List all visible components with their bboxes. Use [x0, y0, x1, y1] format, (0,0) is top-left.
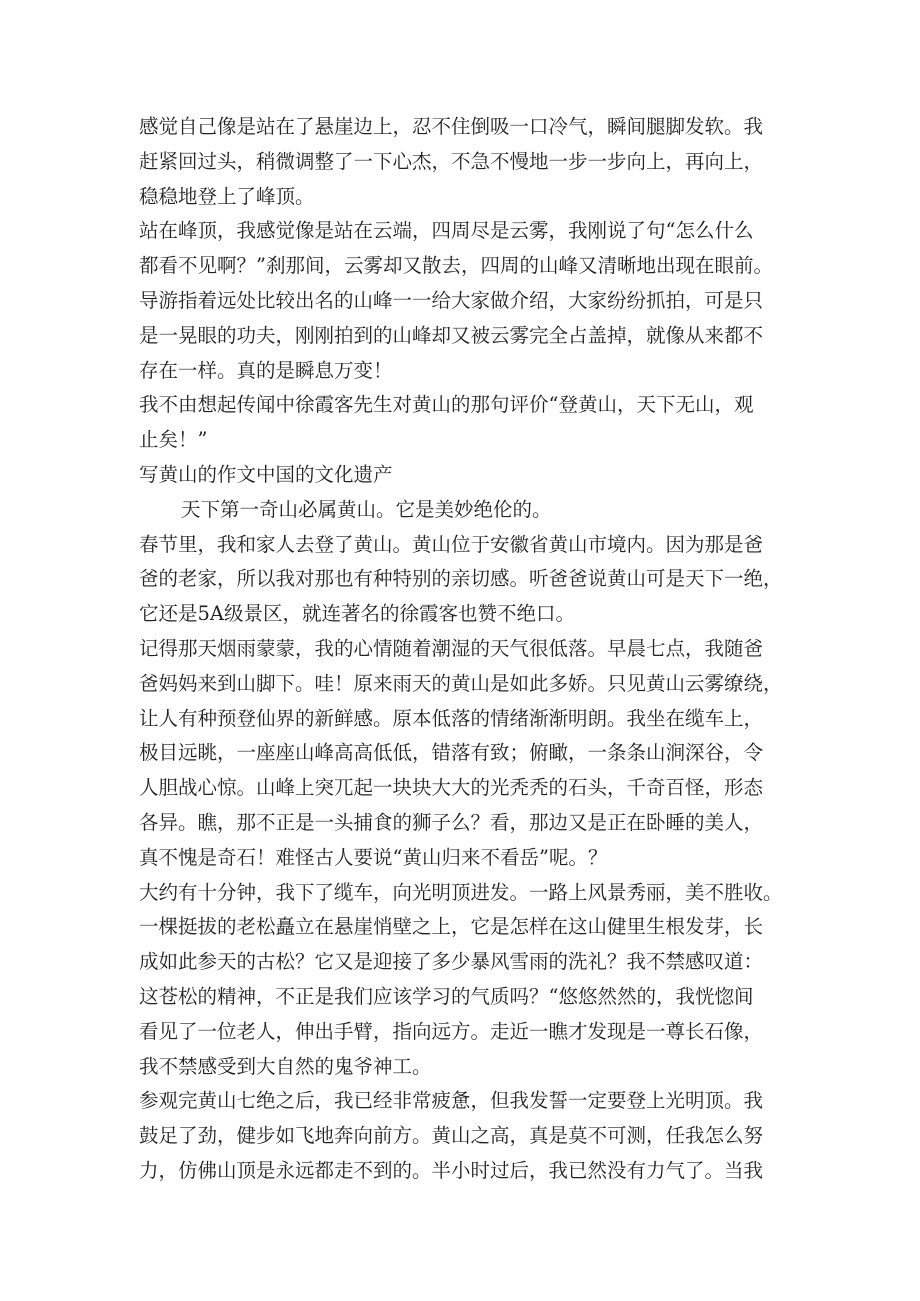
text-line: 感觉自己像是站在了悬崖边上，忍不住倒吸一口冷气，瞬间腿脚发软。我: [139, 115, 764, 138]
text-line: 止矣！”: [139, 428, 208, 452]
text-line: 导游指着远处比较出名的山峰一一给大家做介绍，大家纷纷抓拍，可是只: [139, 288, 764, 312]
text-line: 存在一样。真的是瞬息万变！: [139, 358, 393, 382]
text-line: 参观完黄山七绝之后，我已经非常疲惫，但我发誓一定要登上光明顶。我: [139, 1089, 764, 1113]
text-line: 我不由想起传闻中徐霞客先生对黄山的那句评价“登黄山，天下无山，观: [139, 393, 754, 417]
text-line: 春节里，我和家人去登了黄山。黄山位于安徽省黄山市境内。因为那是爸: [139, 532, 764, 556]
text-line: 人胆战心惊。山峰上突兀起一块块大大的光秃秃的石头，千奇百怪，形态: [139, 776, 764, 800]
text-line: 一棵挺拔的老松矗立在悬崖悄壁之上，它是怎样在这山健里生根发芽，长: [139, 915, 764, 939]
text-line: 各异。瞧，那不正是一头捕食的狮子么？看，那边又是正在卧睡的美人，: [139, 810, 764, 834]
text-line: 我不禁感受到大自然的鬼爷神工。: [139, 1054, 432, 1078]
text-line: 力，仿佛山顶是永远都走不到的。半小时过后，我已然没有力气了。当我: [139, 1158, 764, 1182]
document-body: [139, 110, 799, 1189]
text-line: 是一晃眼的功夫，刚刚拍到的山峰却又被云雾完全占盖掉，就像从来都不: [139, 323, 764, 347]
text-line: 爸的老家，所以我对那也有种特别的亲切感。听爸爸说黄山可是天下一绝，: [139, 567, 783, 591]
section-title: 写黄山的作文中国的文化遗产: [139, 462, 393, 486]
text-line: 极目远眺，一座座山峰高高低低，错落有致；俯瞰，一条条山涧深谷，令: [139, 741, 764, 765]
text-line: 看见了一位老人，伸出手臂，指向远方。走近一瞧才发现是一尊长石像，: [139, 1019, 764, 1043]
text-line: 鼓足了劲，健步如飞地奔向前方。黄山之高，真是莫不可测，任我怎么努: [139, 1124, 764, 1148]
text-line: 成如此参天的古松？它又是迎接了多少暴风雪雨的洗礼？我不禁感叹道：: [139, 950, 764, 974]
text-line: 站在峰顶，我感觉像是站在云端，四周尽是云雾，我刚说了句“怎么什么: [139, 219, 754, 243]
opening-line: 天下第一奇山必属黄山。它是美妙绝伦的。: [181, 497, 552, 521]
text-line: 真不愧是奇石！难怪古人要说“黄山归来不看岳”呢。？: [139, 845, 608, 869]
text-line: 都看不见啊？”刹那间，云雾却又散去，四周的山峰又清晰地出现在眼前。: [139, 254, 773, 278]
text-line: 赶紧回过头，稍微调整了一下心杰，不急不慢地一步一步向上，再向上，: [139, 149, 764, 173]
text-line: 这苍松的精神，不正是我们应该学习的气质吗？“悠悠然然的，我恍惚间: [139, 984, 754, 1008]
text-line: 稳稳地登上了峰顶。: [139, 184, 315, 208]
text-line: 让人有种预登仙界的新鲜感。原本低落的情绪渐渐明朗。我坐在缆车上，: [139, 706, 764, 730]
text-line: 爸妈妈来到山脚下。哇！原来雨天的黄山是如此多娇。只见黄山云雾缭绕，: [139, 671, 783, 695]
text-line: 它还是5A级景区，就连著名的徐霞客也赞不绝口。: [139, 602, 575, 626]
text-line: 大约有十分钟，我下了缆车，向光明顶进发。一路上风景秀丽，美不胜收。: [139, 880, 783, 904]
text-line: 记得那天烟雨蒙蒙，我的心情随着潮湿的天气很低落。早晨七点，我随爸: [139, 636, 764, 660]
